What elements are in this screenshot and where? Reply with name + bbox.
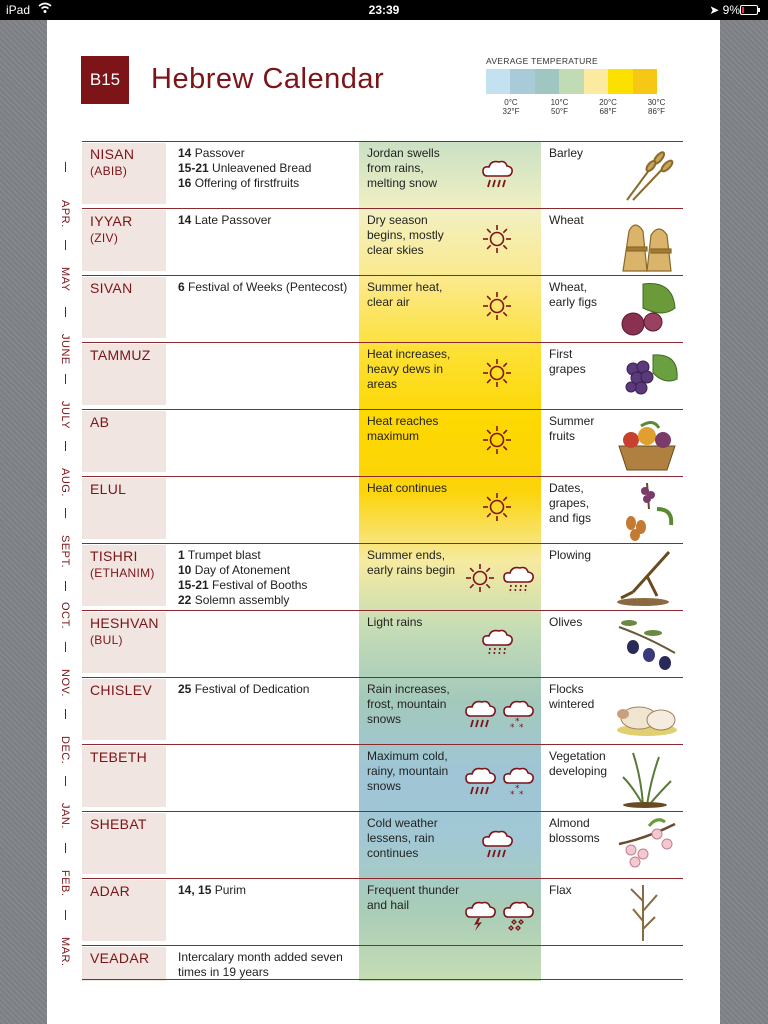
month-name: VEADAR — [90, 950, 150, 966]
event-day: 14, 15 — [178, 883, 212, 897]
snow-cloud-icon — [502, 763, 536, 802]
almond-blossom-icon — [613, 814, 681, 876]
crop-text: Barley — [549, 146, 584, 160]
event-day: 22 — [178, 593, 192, 607]
table-row — [82, 610, 683, 677]
table-row — [82, 476, 683, 543]
legend-tick — [593, 98, 623, 116]
crop-text: Almond blossoms — [549, 816, 600, 845]
month-separator — [65, 374, 66, 384]
fruit-basket-icon — [613, 412, 681, 474]
vegetation-icon — [613, 747, 681, 809]
month-name: CHISLEV — [90, 682, 153, 698]
hail-cloud-icon — [502, 897, 536, 936]
figs-icon — [613, 278, 681, 340]
event-line — [178, 593, 358, 608]
event-name: Festival of Weeks (Pentecost) — [188, 280, 348, 294]
weather-text: Light rains — [367, 615, 423, 629]
month-name: SIVAN — [90, 280, 133, 296]
legend-swatch — [510, 69, 534, 94]
tick-celsius: 10°C — [550, 98, 569, 107]
event-line — [178, 682, 358, 697]
month-name: ELUL — [90, 481, 127, 497]
month-separator — [65, 441, 66, 451]
sun-icon — [481, 424, 513, 461]
month-name: HESHVAN — [90, 615, 159, 631]
tick-celsius: 30°C — [647, 98, 666, 107]
device-label: iPad — [6, 3, 31, 17]
tick-fahrenheit: 50°F — [551, 107, 568, 116]
table-row — [82, 744, 683, 811]
location-arrow-icon: ➤ — [709, 3, 720, 17]
tick-fahrenheit: 32°F — [502, 107, 520, 116]
month-name: TISHRI — [90, 548, 138, 564]
battery-label: 9% — [722, 3, 740, 17]
event-day: 25 — [178, 682, 192, 696]
table-row — [82, 342, 683, 409]
gregorian-month: DEC. — [59, 736, 71, 765]
weather-text: Frequent thunder and hail — [367, 883, 460, 912]
gregorian-month: FEB. — [59, 870, 71, 897]
weather-text: Cold weather lessens, rain continues — [367, 816, 438, 860]
month-separator — [65, 642, 66, 652]
event-line — [178, 548, 358, 563]
crop-text: Flax — [549, 883, 572, 897]
event-day: 14 — [178, 146, 192, 160]
table-row — [82, 141, 683, 208]
event-day: 16 — [178, 176, 192, 190]
clock: 23:39 — [368, 3, 400, 17]
month-name: SHEBAT — [90, 816, 147, 832]
weather-text: Summer heat, clear air — [367, 280, 443, 309]
weather-text: Maximum cold, rainy, mountain snows — [367, 749, 449, 793]
event-name: Festival of Dedication — [194, 682, 310, 696]
snow-cloud-icon — [502, 696, 536, 735]
sun-icon — [481, 223, 513, 260]
tick-celsius: 0°C — [504, 98, 518, 107]
page-title: Hebrew Calendar — [151, 63, 385, 95]
legend-swatch — [584, 69, 608, 94]
dates-icon — [613, 479, 681, 541]
month-alt-name: (BUL) — [90, 633, 123, 647]
svg-text:*: * — [510, 790, 515, 797]
table-row — [82, 878, 683, 945]
crop-text: Plowing — [549, 548, 592, 562]
month-separator — [65, 307, 66, 317]
crop-text: Wheat, early figs — [549, 280, 598, 309]
event-day: 1 — [178, 548, 185, 562]
month-events — [178, 950, 358, 980]
temperature-scale — [486, 69, 657, 94]
event-name: Trumpet blast — [187, 548, 261, 562]
plow-icon — [613, 546, 681, 608]
weather-text: Heat increases, heavy dews in areas — [367, 347, 451, 391]
month-name: ADAR — [90, 883, 131, 899]
event-name: Festival of Booths — [212, 578, 308, 592]
table-row — [82, 677, 683, 744]
month-separator — [65, 508, 66, 518]
month-events — [178, 883, 358, 898]
grapes-icon — [613, 345, 681, 407]
weather-text: Heat reaches maximum — [367, 414, 439, 443]
battery-percent — [709, 3, 740, 17]
month-alt-name: (ABIB) — [90, 164, 128, 178]
event-day: 10 — [178, 563, 192, 577]
event-name: Solemn assembly — [194, 593, 290, 607]
svg-text:*: * — [519, 790, 524, 797]
battery-icon — [740, 5, 758, 15]
month-events — [178, 213, 358, 228]
table-row — [82, 409, 683, 476]
table-row — [82, 275, 683, 342]
event-name: Offering of firstfruits — [194, 176, 300, 190]
svg-text:*: * — [519, 723, 524, 730]
crop-text: Flocks wintered — [549, 682, 595, 711]
wheat-sheaf-icon — [613, 211, 681, 273]
table-row — [82, 208, 683, 275]
month-separator — [65, 709, 66, 719]
background-right — [720, 20, 768, 1024]
event-line — [178, 161, 358, 176]
event-name: Unleavened Bread — [212, 161, 312, 175]
table-bottom-rule — [82, 979, 683, 980]
sun-icon — [481, 357, 513, 394]
event-name: Day of Atonement — [194, 563, 291, 577]
month-events — [178, 280, 358, 295]
gregorian-month: APR. — [59, 200, 71, 228]
rain-cloud-icon — [464, 696, 498, 735]
gregorian-month: NOV. — [59, 669, 71, 697]
sun-icon — [481, 491, 513, 528]
svg-text:*: * — [515, 784, 520, 794]
temperature-ticks — [486, 98, 686, 122]
light-rain-cloud-icon — [481, 625, 515, 664]
crop-text: Vegetation developing — [549, 749, 608, 778]
event-line — [178, 563, 358, 578]
month-events — [178, 548, 358, 608]
gregorian-month: JAN. — [59, 803, 71, 829]
crop-text: First grapes — [549, 347, 586, 376]
barley-icon — [613, 144, 681, 206]
tick-celsius: 20°C — [599, 98, 617, 107]
event-line — [178, 146, 358, 161]
rain-cloud-icon — [481, 156, 515, 195]
legend-swatch — [535, 69, 559, 94]
month-name: IYYAR — [90, 213, 133, 229]
event-line — [178, 280, 358, 295]
legend-swatch — [608, 69, 632, 94]
weather-text: Jordan swells from rains, melting snow — [367, 146, 440, 190]
rain-cloud-icon — [481, 826, 515, 865]
sun-icon — [464, 562, 496, 599]
legend-swatch — [559, 69, 583, 94]
light-rain-cloud-icon — [502, 562, 536, 601]
weather-text: Heat continues — [367, 481, 448, 495]
section-badge: B15 — [81, 56, 129, 104]
svg-text:*: * — [515, 717, 520, 727]
legend-tick — [545, 98, 575, 116]
olives-icon — [613, 613, 681, 675]
month-name: NISAN — [90, 146, 135, 162]
gregorian-month: MAY — [59, 267, 71, 292]
crop-text: Dates, grapes, and figs — [549, 481, 592, 525]
event-line — [178, 578, 358, 593]
flax-icon — [613, 881, 681, 943]
crop-text: Olives — [549, 615, 583, 629]
weather-text: Dry season begins, mostly clear skies — [367, 213, 444, 257]
gregorian-month: SEPT. — [59, 535, 71, 569]
month-separator — [65, 776, 66, 786]
event-name: Intercalary month added seven times in 19 years — [178, 950, 343, 979]
sun-icon — [481, 290, 513, 327]
background-left — [0, 20, 47, 1024]
gregorian-month: AUG. — [59, 468, 71, 497]
legend-swatch — [486, 69, 510, 94]
tick-fahrenheit: 68°F — [599, 107, 617, 116]
crop-text: Wheat — [549, 213, 584, 227]
month-separator — [65, 240, 66, 250]
event-line — [178, 950, 358, 980]
month-name: TAMMUZ — [90, 347, 151, 363]
event-name: Late Passover — [194, 213, 272, 227]
weather-text: Summer ends, early rains begin — [367, 548, 456, 577]
gregorian-month: JULY — [59, 401, 71, 430]
event-name: Purim — [214, 883, 247, 897]
calendar-page — [47, 20, 720, 1024]
weather-text: Rain increases, frost, mountain snows — [367, 682, 450, 726]
event-name: Passover — [194, 146, 245, 160]
gregorian-month: OCT. — [59, 602, 71, 630]
rain-cloud-icon — [464, 763, 498, 802]
month-events — [178, 682, 358, 697]
thunder-cloud-icon — [464, 897, 498, 936]
month-alt-name: (ETHANIM) — [90, 566, 155, 580]
event-day: 15-21 — [178, 578, 209, 592]
gregorian-month: JUNE — [59, 334, 71, 365]
month-separator — [65, 843, 66, 853]
table-row — [82, 811, 683, 878]
crop-text: Summer fruits — [549, 414, 595, 443]
gregorian-months-column — [53, 142, 83, 982]
event-day: 6 — [178, 280, 185, 294]
legend-title: AVERAGE TEMPERATURE — [486, 56, 598, 66]
legend-swatch — [633, 69, 657, 94]
tick-fahrenheit: 86°F — [648, 107, 665, 116]
month-events — [178, 146, 358, 191]
month-name: TEBETH — [90, 749, 148, 765]
table-row — [82, 543, 683, 610]
legend-tick — [642, 98, 672, 116]
event-line — [178, 213, 358, 228]
month-separator — [65, 581, 66, 591]
table-row — [82, 945, 683, 982]
legend-tick — [496, 98, 526, 116]
event-line — [178, 883, 358, 898]
month-alt-name: (ZIV) — [90, 231, 119, 245]
temperature-legend — [486, 56, 686, 122]
gregorian-month: MAR. — [59, 937, 71, 967]
sheep-icon — [613, 680, 681, 742]
month-separator — [65, 162, 66, 172]
month-separator — [65, 910, 66, 920]
svg-text:*: * — [510, 723, 515, 730]
event-day: 15-21 — [178, 161, 209, 175]
event-line — [178, 176, 358, 191]
status-bar — [0, 0, 768, 20]
month-name: AB — [90, 414, 110, 430]
event-day: 14 — [178, 213, 192, 227]
